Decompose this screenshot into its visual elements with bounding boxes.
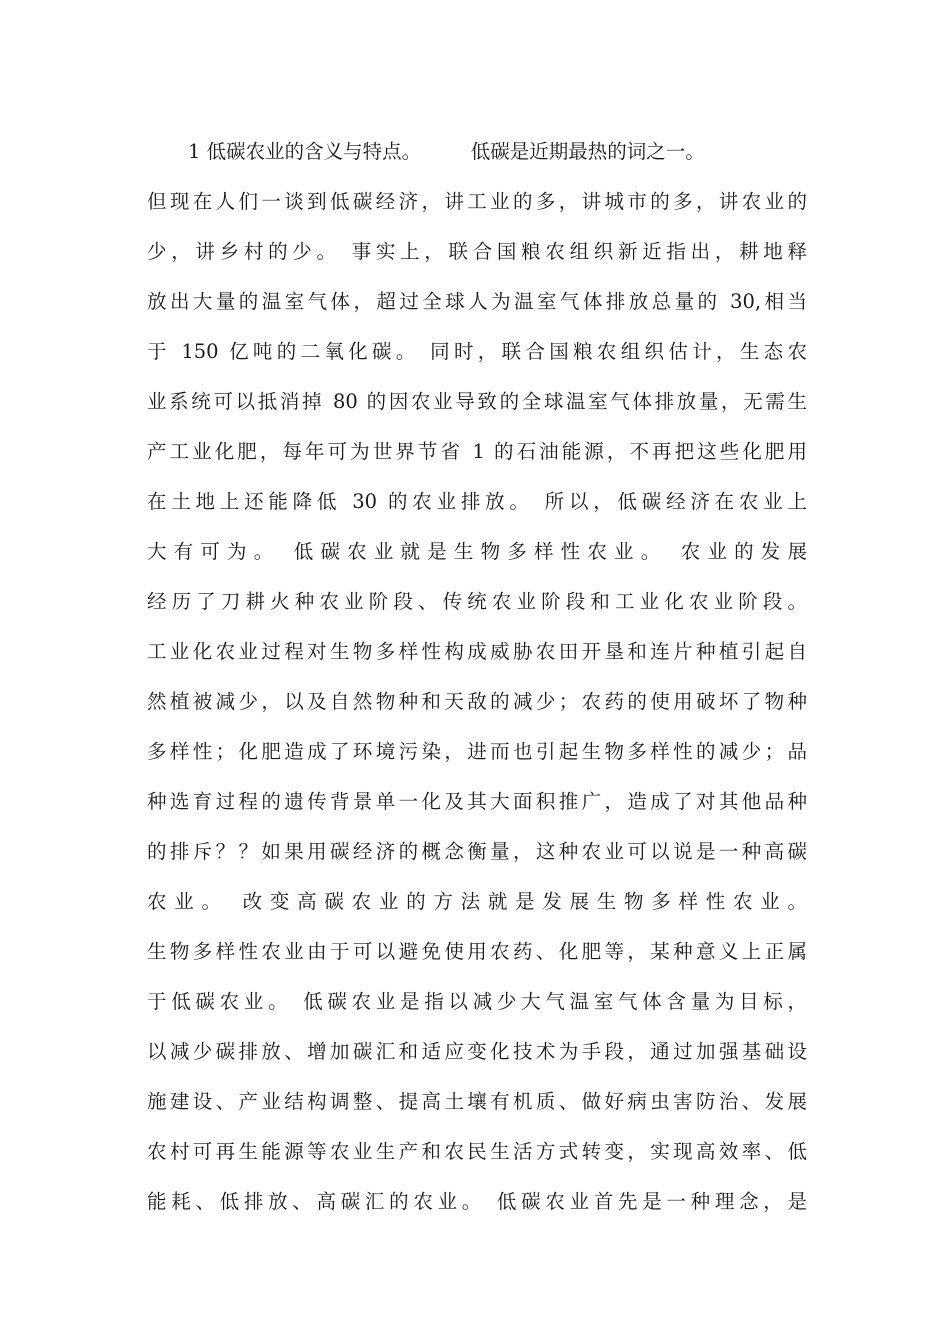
- text-line: 工业化农业过程对生物多样性构成威胁农田开垦和连片种植引起自: [147, 640, 807, 663]
- text-line: 生物多样性农业由于可以避免使用农药、化肥等，某种意义上正属: [147, 940, 807, 963]
- text-line: 以减少碳排放、增加碳汇和适应变化技术为手段，通过加强基础设: [147, 1040, 807, 1063]
- text-line: 业系统可以抵消掉 80 的因农业导致的全球温室气体排放量，无需生: [147, 390, 807, 413]
- text-line: 经历了刀耕火种农业阶段、传统农业阶段和工业化农业阶段。: [147, 590, 807, 613]
- body-text: [147, 127, 807, 1227]
- text-line: 于低碳农业。 低碳农业是指以减少大气温室气体含量为目标，: [147, 990, 807, 1013]
- text-line: 农业。 改变高碳农业的方法就是发展生物多样性农业。: [147, 890, 807, 913]
- text-line: 种选育过程的遗传背景单一化及其大面积推广，造成了对其他品种: [147, 790, 807, 813]
- text-line: 放出大量的温室气体，超过全球人为温室气体排放总量的 30,相当: [147, 290, 807, 313]
- text-line: 于 150 亿吨的二氧化碳。 同时，联合国粮农组织估计，生态农: [147, 340, 807, 363]
- text-line: 然植被减少，以及自然物种和天敌的减少；农药的使用破坏了物种: [147, 690, 807, 713]
- text-line: 在土地上还能降低 30 的农业排放。 所以，低碳经济在农业上: [147, 490, 807, 513]
- text-line: 的排斥？？如果用碳经济的概念衡量，这种农业可以说是一种高碳: [147, 840, 807, 863]
- text-line: 产工业化肥，每年可为世界节省 1 的石油能源，不再把这些化肥用: [147, 440, 807, 463]
- text-line: 大有可为。 低碳农业就是生物多样性农业。 农业的发展: [147, 540, 807, 563]
- text-line: 农村可再生能源等农业生产和农民生活方式转变，实现高效率、低: [147, 1140, 807, 1163]
- text-line: 但现在人们一谈到低碳经济，讲工业的多，讲城市的多，讲农业的: [147, 190, 807, 213]
- text-line: 1 低碳农业的含义与特点。 低碳是近期最热的词之一。: [188, 140, 705, 163]
- text-line: 能耗、低排放、高碳汇的农业。 低碳农业首先是一种理念，是: [147, 1190, 807, 1213]
- text-line: 施建设、产业结构调整、提高土壤有机质、做好病虫害防治、发展: [147, 1090, 807, 1113]
- text-line: 少，讲乡村的少。 事实上，联合国粮农组织新近指出，耕地释: [147, 240, 807, 263]
- text-line: 多样性；化肥造成了环境污染，进而也引起生物多样性的减少；品: [147, 740, 807, 763]
